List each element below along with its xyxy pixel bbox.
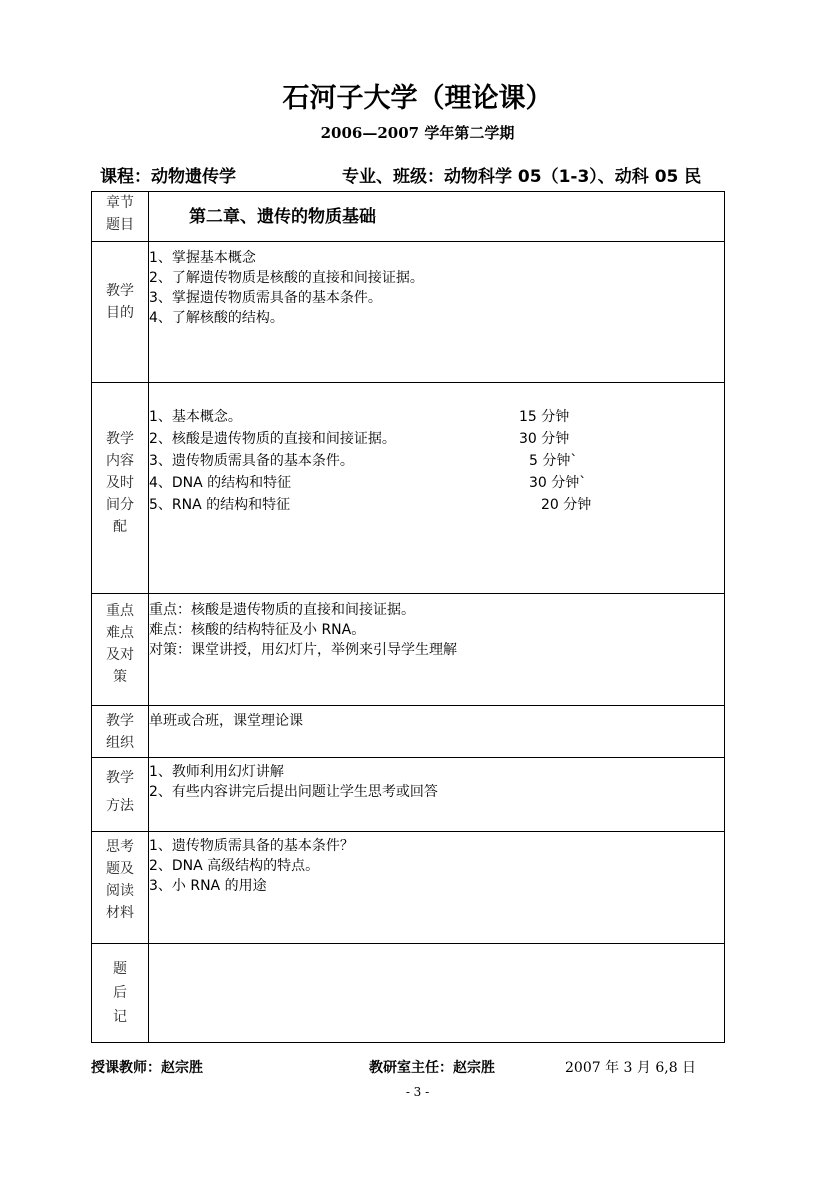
- postscript-row: [92, 944, 725, 1043]
- objective-item: 1、掌握基本概念: [149, 250, 256, 266]
- content-item: [149, 451, 724, 473]
- key-point-item: 重点：核酸是遗传物质的直接和间接证据。: [149, 602, 415, 618]
- chapter-row: [92, 192, 725, 242]
- content-cell: [149, 383, 725, 594]
- postscript-label: 题后记: [113, 961, 127, 1025]
- method-item: 2、有些内容讲完后提出问题让学生思考或回答: [149, 784, 438, 800]
- postscript-label-cell: [92, 944, 149, 1043]
- postscript-cell: [149, 944, 725, 1043]
- content-label: 教学内容及时间分配: [106, 431, 134, 535]
- method-row: [92, 758, 725, 832]
- semester-subtitle: 2006—2007 学年第二学期: [320, 124, 515, 142]
- content-row: [92, 383, 725, 594]
- key-point-item: 对策：课堂讲授，用幻灯片，举例来引导学生理解: [149, 642, 457, 658]
- chapter-label: 章节题目: [106, 195, 134, 233]
- objectives-cell: [149, 242, 725, 383]
- content-item-text: 3、遗传物质需具备的基本条件。: [149, 453, 354, 469]
- questions-row: [92, 832, 725, 944]
- organization-row: [92, 706, 725, 758]
- lesson-plan-table: [91, 191, 725, 1043]
- chapter-cell: [149, 192, 725, 242]
- content-item-time: 30 分钟: [519, 431, 570, 447]
- key-points-row: [92, 594, 725, 706]
- questions-label: 思考题及阅读材料: [106, 839, 134, 921]
- content-item-text: 2、核酸是遗传物质的直接和间接证据。: [149, 431, 396, 447]
- method-item: 1、教师利用幻灯讲解: [149, 764, 284, 780]
- page-number: - 3 -: [405, 1085, 430, 1099]
- question-item: 3、小 RNA 的用途: [149, 878, 267, 894]
- questions-label-cell: [92, 832, 149, 944]
- document-title: 石河子大学（理论课）: [282, 83, 553, 114]
- key-point-item: 难点：核酸的结构特征及小 RNA。: [149, 622, 366, 638]
- chapter-title: 第二章、遗传的物质基础: [189, 206, 376, 227]
- teacher-name: 授课教师：赵宗胜: [91, 1060, 203, 1076]
- objectives-label-cell: [92, 242, 149, 383]
- content-item-time: 5 分钟`: [529, 453, 578, 469]
- question-item: 1、遗传物质需具备的基本条件？: [149, 838, 354, 854]
- key-points-label: 重点难点及对策: [106, 603, 134, 685]
- content-item-time: 15 分钟: [519, 409, 570, 425]
- key-points-cell: [149, 594, 725, 706]
- content-item-text: 5、RNA 的结构和特征: [149, 497, 291, 513]
- questions-cell: [149, 832, 725, 944]
- content-item: [149, 407, 724, 429]
- method-label: 教学方法: [106, 770, 134, 814]
- key-points-label-cell: [92, 594, 149, 706]
- date: 2007 年 3 月 6,8 日: [565, 1060, 697, 1076]
- objective-item: 4、了解核酸的结构。: [149, 310, 284, 326]
- course-line: [100, 162, 820, 186]
- content-item-text: 4、DNA 的结构和特征: [149, 475, 292, 491]
- content-label-cell: [92, 383, 149, 594]
- objective-item: 2、了解遗传物质是核酸的直接和间接证据。: [149, 270, 424, 286]
- content-item: [149, 473, 724, 495]
- content-item: [149, 495, 724, 517]
- chapter-label-cell: [92, 192, 149, 242]
- organization-label: 教学组织: [106, 713, 134, 751]
- organization-cell: [149, 706, 725, 758]
- organization-value: 单班或合班，课堂理论课: [149, 713, 303, 729]
- content-item-text: 1、基本概念。: [149, 409, 242, 425]
- objectives-row: [92, 242, 725, 383]
- method-cell: [149, 758, 725, 832]
- content-item: [149, 429, 724, 451]
- major-class: 专业、班级：动物科学 05（1-3）、动科 05 民: [342, 167, 702, 187]
- objectives-label: 教学目的: [106, 283, 134, 321]
- course-name: 课程：动物遗传学: [100, 167, 236, 187]
- objective-item: 3、掌握遗传物质需具备的基本条件。: [149, 290, 382, 306]
- content-item-time: 30 分钟`: [529, 475, 587, 491]
- director-name: 教研室主任：赵宗胜: [369, 1060, 495, 1076]
- content-item-time: 20 分钟: [541, 497, 592, 513]
- question-item: 2、DNA 高级结构的特点。: [149, 858, 320, 874]
- organization-label-cell: [92, 706, 149, 758]
- signature-footer: [91, 1057, 731, 1079]
- method-label-cell: [92, 758, 149, 832]
